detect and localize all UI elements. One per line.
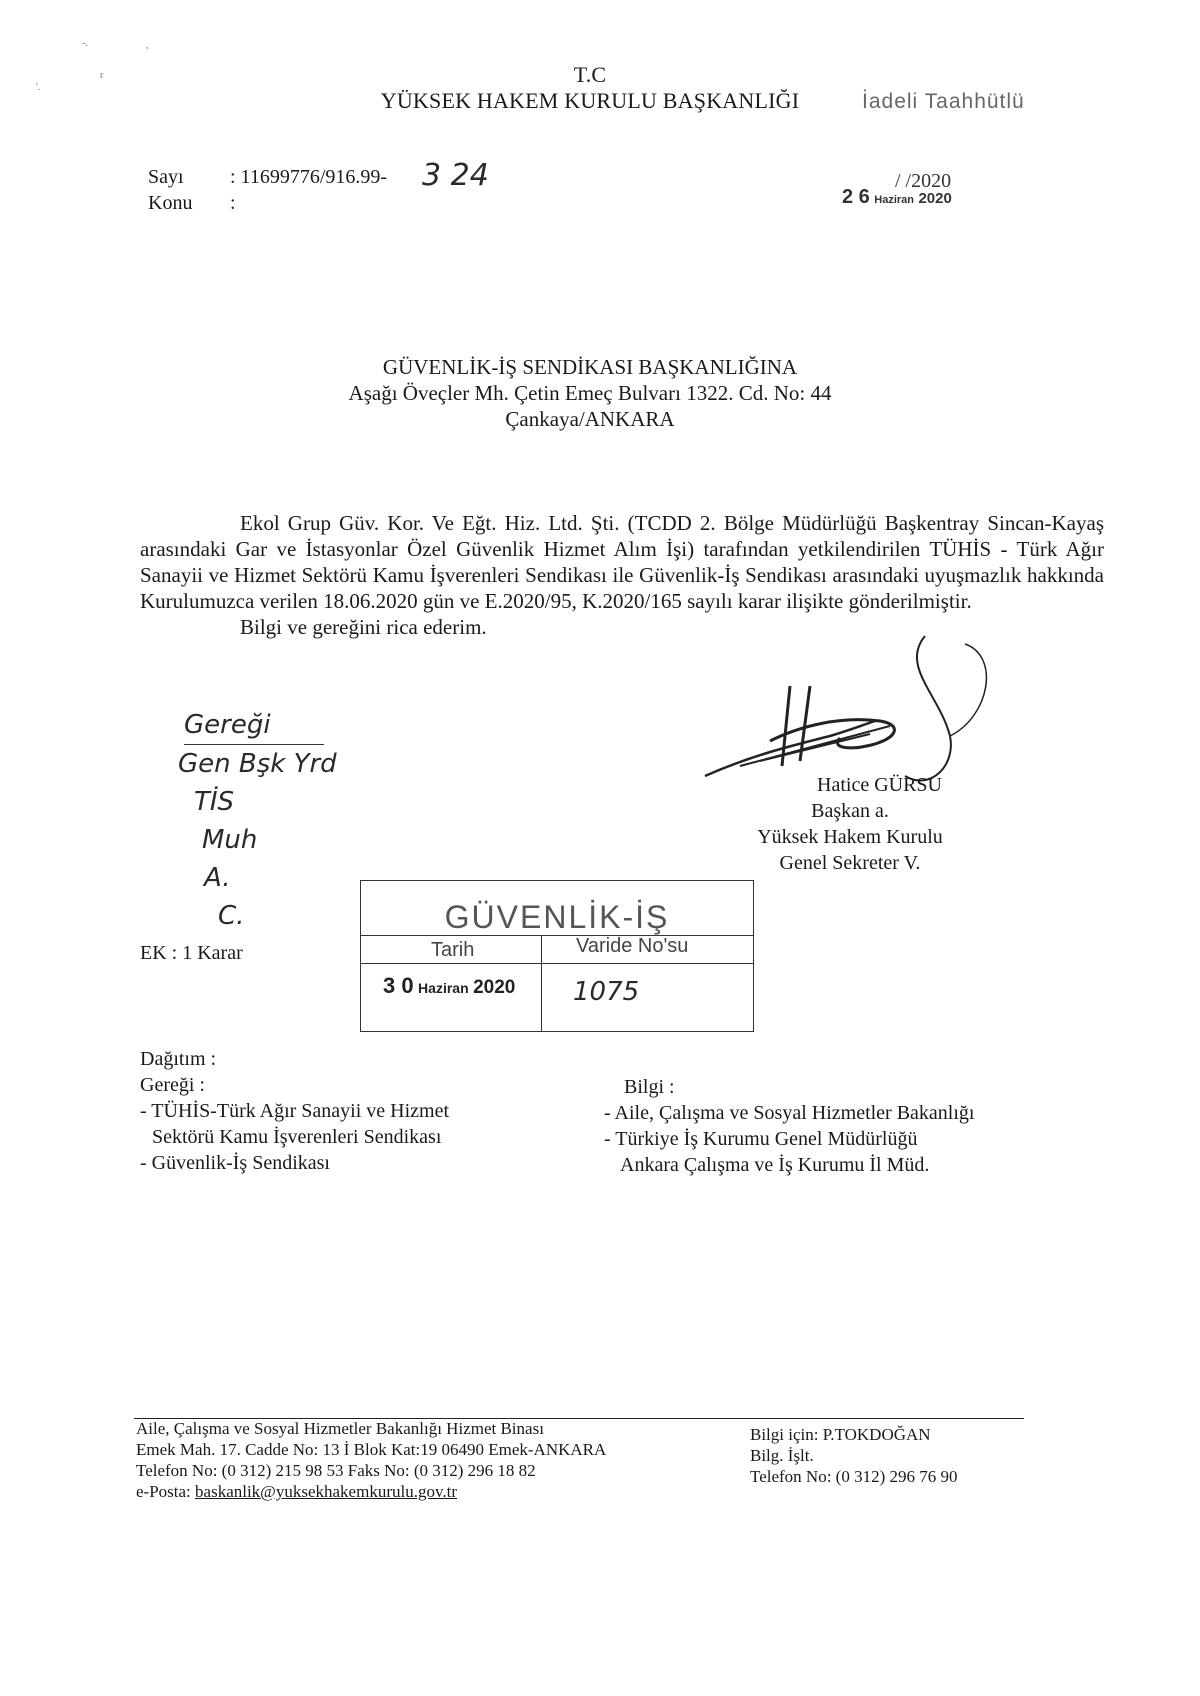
footer-contact-2: Bilg. İşlt. — [750, 1446, 814, 1465]
signature-scribble — [700, 626, 1020, 796]
distribution-bilgi-item: - Aile, Çalışma ve Sosyal Hizmetler Bakanlığı — [604, 1102, 975, 1124]
footer-contact-1: Bilgi için: P.TOKDOĞAN — [750, 1425, 931, 1444]
distribution-bilgi-item: - Türkiye İş Kurumu Genel Müdürlüğü — [604, 1128, 918, 1150]
attachment-label: EK — [140, 942, 167, 964]
distribution-gerekli-item: - TÜHİS-Türk Ağır Sanayii ve Hizmet — [140, 1100, 450, 1122]
date-stamp — [842, 186, 952, 209]
handwritten-line-4: Muh — [202, 825, 258, 855]
receipt-stamp-col2-header: Varide No'su — [576, 935, 689, 957]
footer-email-label: e-Posta: — [136, 1482, 191, 1501]
date-stamp-day: 2 6 — [842, 186, 870, 208]
konu-label: Konu — [148, 192, 193, 214]
body-paragraph-2: Bilgi ve gereğini rica ederim. — [240, 615, 487, 639]
scan-speck: '. — [36, 82, 41, 93]
attachment — [140, 942, 243, 965]
recipient-block — [280, 354, 900, 432]
footer-contact-3: Telefon No: (0 312) 296 76 90 — [750, 1467, 958, 1486]
recipient-address-line1: Aşağı Öveçler Mh. Çetin Emeç Bulvarı 1322. Cd. No: 44 — [348, 381, 832, 405]
letter-body — [140, 510, 1104, 640]
date-printed: / /2020 — [895, 170, 952, 192]
handwritten-note — [172, 706, 337, 935]
recipient-address-line2: Çankaya/ANKARA — [505, 407, 675, 431]
footer-left — [136, 1418, 606, 1502]
receipt-stamp-date-year: 2020 — [473, 977, 516, 998]
receipt-stamp-date — [383, 973, 515, 999]
handwritten-line-5: A. — [204, 863, 231, 893]
stamp-divider-middle — [541, 935, 542, 1031]
distribution-left — [140, 1046, 449, 1176]
stamp-divider-header — [361, 963, 753, 964]
konu-value: : — [230, 192, 236, 214]
date-stamp-year: 2020 — [918, 190, 952, 207]
receipt-stamp — [360, 880, 754, 1032]
signatory-title-3: Genel Sekreter V. — [779, 852, 921, 874]
signatory-title-1: Başkan a. — [811, 800, 889, 822]
sayi-handwritten-number: 3 24 — [422, 158, 489, 193]
distribution-bilgi-item: Ankara Çalışma ve İş Kurumu İl Müd. — [620, 1154, 930, 1176]
signatory-block — [730, 772, 970, 876]
distribution-gerekli-item: Sektörü Kamu İşverenleri Sendikası — [152, 1126, 442, 1148]
signatory-name: Hatice GÜRSU — [817, 774, 942, 796]
footer-email-link[interactable]: baskanlik@yuksekhakemkurulu.gov.tr — [195, 1482, 457, 1501]
handwritten-line-2: Gen Bşk Yrd — [178, 749, 337, 779]
scan-speck: -. — [82, 38, 88, 49]
handwritten-line-3: TİS — [194, 787, 235, 817]
handwritten-line-6: C. — [218, 901, 245, 931]
sayi-value: : 11699776/916.99- — [230, 166, 388, 188]
distribution-title: Dağıtım : — [140, 1048, 217, 1070]
attachment-value: : 1 Karar — [171, 942, 243, 964]
distribution-right — [604, 1074, 974, 1178]
receipt-stamp-incoming-no: 1075 — [573, 977, 640, 1007]
receipt-stamp-date-day: 3 0 — [383, 973, 414, 998]
header-tc: T.C — [573, 62, 607, 87]
scan-speck: r — [100, 70, 104, 81]
body-paragraph-1: Ekol Grup Güv. Kor. Ve Eğt. Hiz. Ltd. Şti. (TCDD 2. Bölge Müdürlüğü Başkentray Sincan-Kayaş arasındaki Gar ve İstasyonlar Özel Güvenlik Hizmet Alım İşi) tarafından yetkilendirilen TÜHİS - Türk Ağır Sanayii ve Hizmet Sektörü Kamu İşverenleri Sendikası ile Güvenlik-İş Sendikası arasındaki uyuşmazlık hakkında Kurulumuzca verilen 18.06.2020 gün ve E.2020/95, K.2020/165 sayılı karar ilişikte gönderilmiştir. — [140, 511, 1104, 613]
receipt-stamp-col1-header: Tarih — [431, 939, 475, 961]
footer-phone-fax: Telefon No: (0 312) 215 98 53 Faks No: (0 312) 296 18 82 — [136, 1461, 536, 1480]
receipt-stamp-org: GÜVENLİK-İŞ — [444, 899, 670, 935]
footer-right — [750, 1424, 958, 1487]
footer-address-1: Aile, Çalışma ve Sosyal Hizmetler Bakanlığı Hizmet Binası — [136, 1419, 544, 1438]
scan-speck: , — [146, 40, 149, 51]
date-stamp-month: Haziran — [874, 194, 915, 206]
stamp-divider-top — [361, 935, 753, 936]
sayi-label: Sayı — [148, 166, 184, 188]
handwritten-line-1: Gereği — [184, 706, 324, 745]
distribution-bilgi-label: Bilgi : — [624, 1076, 675, 1098]
footer-email-row — [136, 1481, 606, 1502]
header-institution: YÜKSEK HAKEM KURULU BAŞKANLIĞI — [380, 88, 800, 113]
registered-mail-stamp: İadeli Taahhütlü — [862, 90, 1025, 113]
recipient-title: GÜVENLİK-İŞ SENDİKASI BAŞKANLIĞINA — [382, 355, 798, 379]
distribution-gerekli-label: Gereği : — [140, 1074, 205, 1096]
distribution-gerekli-item: - Güvenlik-İş Sendikası — [140, 1152, 330, 1174]
footer-address-2: Emek Mah. 17. Cadde No: 13 İ Blok Kat:19 06490 Emek-ANKARA — [136, 1440, 607, 1459]
signatory-title-2: Yüksek Hakem Kurulu — [757, 826, 943, 848]
receipt-stamp-date-month: Haziran — [418, 980, 469, 996]
